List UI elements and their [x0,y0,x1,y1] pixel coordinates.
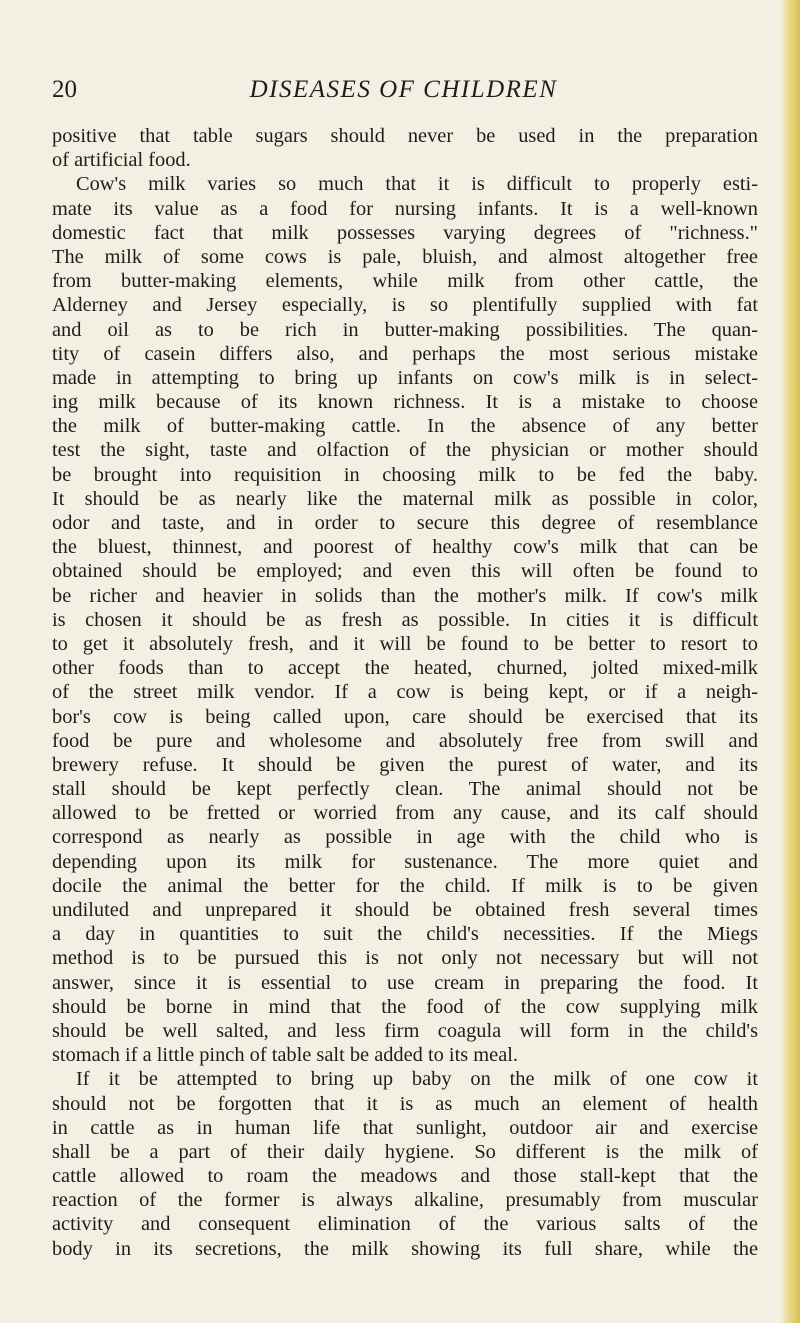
text-line: should not be forgotten that it is as much an element of health [52,1092,758,1115]
text-line: the milk of butter-making cattle. In the absence of any better [52,415,758,438]
running-title: DISEASES OF CHILDREN [249,76,558,103]
text-line: other foods than to accept the heated, churned, jolted mixed-milk [52,657,758,680]
text-line: positive that table sugars should never be used in the preparation [52,125,758,147]
text-line: correspond as nearly as possible in age with the child who is [52,826,758,849]
text-line: It should be as nearly like the maternal milk as possible in color, [52,487,758,510]
text-line: obtained should be employed; and even this will often be found to [52,560,758,583]
text-line: answer, since it is essential to use cream in preparing the food. It [52,971,758,994]
text-line: of the street milk vendor. If a cow is being kept, or if a neigh- [52,681,758,704]
text-line: the bluest, thinnest, and poorest of healthy cow's milk that can be [52,536,758,559]
body-text [52,124,758,1261]
text-line: method is to be pursued this is not only not necessary but will not [52,947,758,970]
text-line: reaction of the former is always alkaline, presumably from muscular [52,1189,758,1212]
text-line: depending upon its milk for sustenance. The more quiet and [52,850,758,873]
text-line: stomach if a little pinch of table salt be added to its meal. [52,1044,519,1067]
text-line: allowed to be fretted or worried from any cause, and its calf should [52,802,758,825]
text-line: to get it absolutely fresh, and it will be found to be better to resort to [52,632,758,655]
page-edge [780,0,800,1323]
text-line: The milk of some cows is pale, bluish, and almost altogether free [52,245,758,268]
text-line: should be borne in mind that the food of the cow supplying milk [52,995,758,1018]
text-line: Alderney and Jersey especially, is so plentifully supplied with fat [52,294,758,317]
text-line: and oil as to be rich in butter-making possibilities. The quan- [52,318,758,341]
text-line: odor and taste, and in order to secure this degree of resemblance [52,512,758,534]
text-line: be richer and heavier in solids than the mother's milk. If cow's milk [52,584,758,607]
text-line: bor's cow is being called upon, care should be exercised that its [52,705,758,728]
text-line: stall should be kept perfectly clean. The animal should not be [52,778,758,801]
page-number: 20 [52,76,77,103]
text-line: shall be a part of their daily hygiene. So different is the milk of [52,1140,758,1163]
text-line: tity of casein differs also, and perhaps the most serious mistake [52,342,758,365]
page-header [52,74,755,106]
text-line: from butter-making elements, while milk from other cattle, the [52,270,758,293]
text-line: test the sight, taste and olfaction of the physician or mother should [52,439,758,462]
text-line: undiluted and unprepared it should be obtained fresh several times [52,899,758,921]
text-line: cattle allowed to roam the meadows and those stall-kept that the [52,1165,758,1188]
text-line: be brought into requisition in choosing milk to be fed the baby. [52,463,758,486]
text-line: docile the animal the better for the child. If milk is to be given [52,874,758,897]
text-line: Cow's milk varies so much that it is difficult to properly esti- [76,173,758,196]
text-line: body in its secretions, the milk showing its full share, while the [52,1237,758,1260]
text-line: a day in quantities to suit the child's necessities. If the Miegs [52,923,758,946]
text-line: in cattle as in human life that sunlight, outdoor air and exercise [52,1116,758,1139]
text-line: mate its value as a food for nursing infants. It is a well-known [52,197,758,220]
text-line: domestic fact that milk possesses varying degrees of "richness." [52,221,758,244]
text-line: is chosen it should be as fresh as possible. In cities it is difficult [52,608,758,631]
text-line: food be pure and wholesome and absolutely free from swill and [52,729,758,752]
text-line: If it be attempted to bring up baby on the milk of one cow it [76,1068,758,1091]
text-line: of artificial food. [52,149,191,172]
text-line: brewery refuse. It should be given the purest of water, and its [52,753,758,776]
text-line: made in attempting to bring up infants on cow's milk is in select- [52,366,758,389]
text-line: activity and consequent elimination of the various salts of the [52,1213,758,1236]
text-line: should be well salted, and less firm coagula will form in the child's [52,1019,758,1042]
text-line: ing milk because of its known richness. It is a mistake to choose [52,391,758,414]
